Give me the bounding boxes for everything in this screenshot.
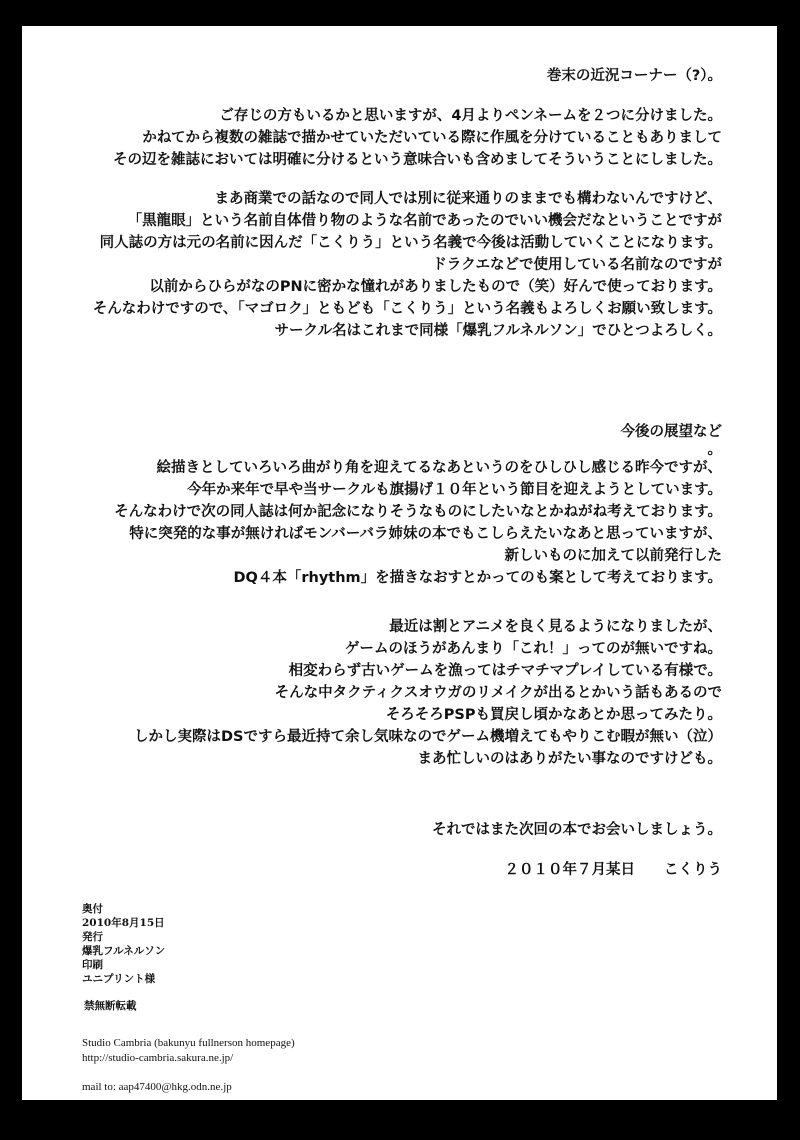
studio-name: Studio Cambria (bakunyu fullnerson homepage) bbox=[82, 1037, 295, 1049]
paragraph2-line-1: まあ商業での話なので同人では別に従来通りのままでも構わないんですけど、 bbox=[214, 191, 722, 207]
paragraph4-line-4: そんな中タクティクスオウガのリメイクが出るとかいう話もあるので bbox=[274, 685, 722, 701]
reprint-notice: 禁無断転載 bbox=[84, 1000, 137, 1012]
subheading: 今後の展望など bbox=[620, 424, 722, 440]
paragraph2-line-5: 以前からひらがなのPNに密かな憧れがありましたもので（笑）好んで使っております。 bbox=[149, 279, 722, 295]
paragraph3-line-7: DQ４本「rhythm」を描きなおすとかってのも案として考えております。 bbox=[233, 570, 722, 586]
paragraph4-line-1: 最近は割とアニメを良く見るようになりましたが、 bbox=[389, 619, 722, 635]
paragraph4-line-3: 相変わらず古いゲームを漁ってはチマチマプレイしている有様で。 bbox=[288, 663, 722, 679]
paragraph3-line-1: 。 bbox=[707, 442, 722, 458]
paragraph3-line-4: そんなわけで次の同人誌は何か記念になりそうなものにしたいなとかねがね考えております。 bbox=[114, 504, 722, 520]
mail-link[interactable]: mail to: aap47400@hkg.odn.ne.jp bbox=[82, 1081, 232, 1093]
paragraph2-line-4: ドラクエなどで使用している名前なのですが bbox=[432, 257, 722, 273]
paragraph4-line-6: しかし実際はDSですら最近持て余し気味なのでゲーム機増えてもやりこむ暇が無い（泣） bbox=[134, 729, 722, 745]
document-page bbox=[22, 26, 777, 1100]
colophon-date: 2010年8月15日 bbox=[82, 917, 165, 929]
colophon-printer: ユニプリント様 bbox=[82, 973, 156, 985]
paragraph2-line-2: 「黒龍眼」という名前自体借り物のような名前であったのでいい機会だなということですが bbox=[127, 213, 722, 229]
paragraph2-line-7: サークル名はこれまで同様「爆乳フルネルソン」でひとつよろしく。 bbox=[274, 323, 722, 339]
signature: ２０１０年７月某日 こくりう bbox=[504, 862, 722, 878]
closing-line: それではまた次回の本でお会いしましょう。 bbox=[432, 822, 722, 838]
paragraph2-line-3: 同人誌の方は元の名前に因んだ「こくりう」という名義で今後は活動していくことになります。 bbox=[99, 235, 722, 251]
paragraph1-line-1: ご存じの方もいるかと思いますが、4月よりペンネームを２つに分けました。 bbox=[219, 108, 722, 124]
paragraph4-line-2: ゲームのほうがあんまり「これ！」ってのが無いですね。 bbox=[345, 641, 722, 657]
paragraph1-line-2: かねてから複数の雑誌で描かせていただいている際に作風を分けていることもありまして bbox=[142, 130, 722, 146]
paragraph3-line-3: 今年か来年で早や当サークルも旗揚げ１０年という節目を迎えようとしています。 bbox=[187, 482, 722, 498]
paragraph3-line-5: 特に突発的な事が無ければモンバーバラ姉妹の本でもこしらえたいなあと思っていますが、 bbox=[129, 526, 722, 542]
colophon-title: 奥付 bbox=[82, 903, 103, 915]
colophon-publish-label: 発行 bbox=[82, 931, 103, 943]
paragraph4-line-5: そろそろPSPも買戻し頃かなあとか思ってみたり。 bbox=[385, 707, 722, 723]
paragraph3-line-2: 絵描きとしていろいろ曲がり角を迎えてるなあというのをひしひし感じる昨今ですが、 bbox=[156, 460, 722, 476]
colophon-publisher: 爆乳フルネルソン bbox=[82, 945, 166, 957]
paragraph2-line-6: そんなわけですので、「マゴロク」ともども「こくりう」という名義もよろしくお願い致します。 bbox=[92, 301, 722, 317]
paragraph1-line-3: その辺を雑誌においては明確に分けるという意味合いも含めましてそういうことにしました。 bbox=[113, 152, 722, 168]
paragraph4-line-7: まあ忙しいのはありがたい事なのですけども。 bbox=[417, 751, 722, 767]
homepage-link[interactable]: http://studio-cambria.sakura.ne.jp/ bbox=[82, 1052, 234, 1064]
page-heading: 巻末の近況コーナー（?）。 bbox=[546, 68, 722, 84]
colophon-print-label: 印刷 bbox=[82, 959, 103, 971]
paragraph3-line-6: 新しいものに加えて以前発行した bbox=[504, 548, 722, 564]
